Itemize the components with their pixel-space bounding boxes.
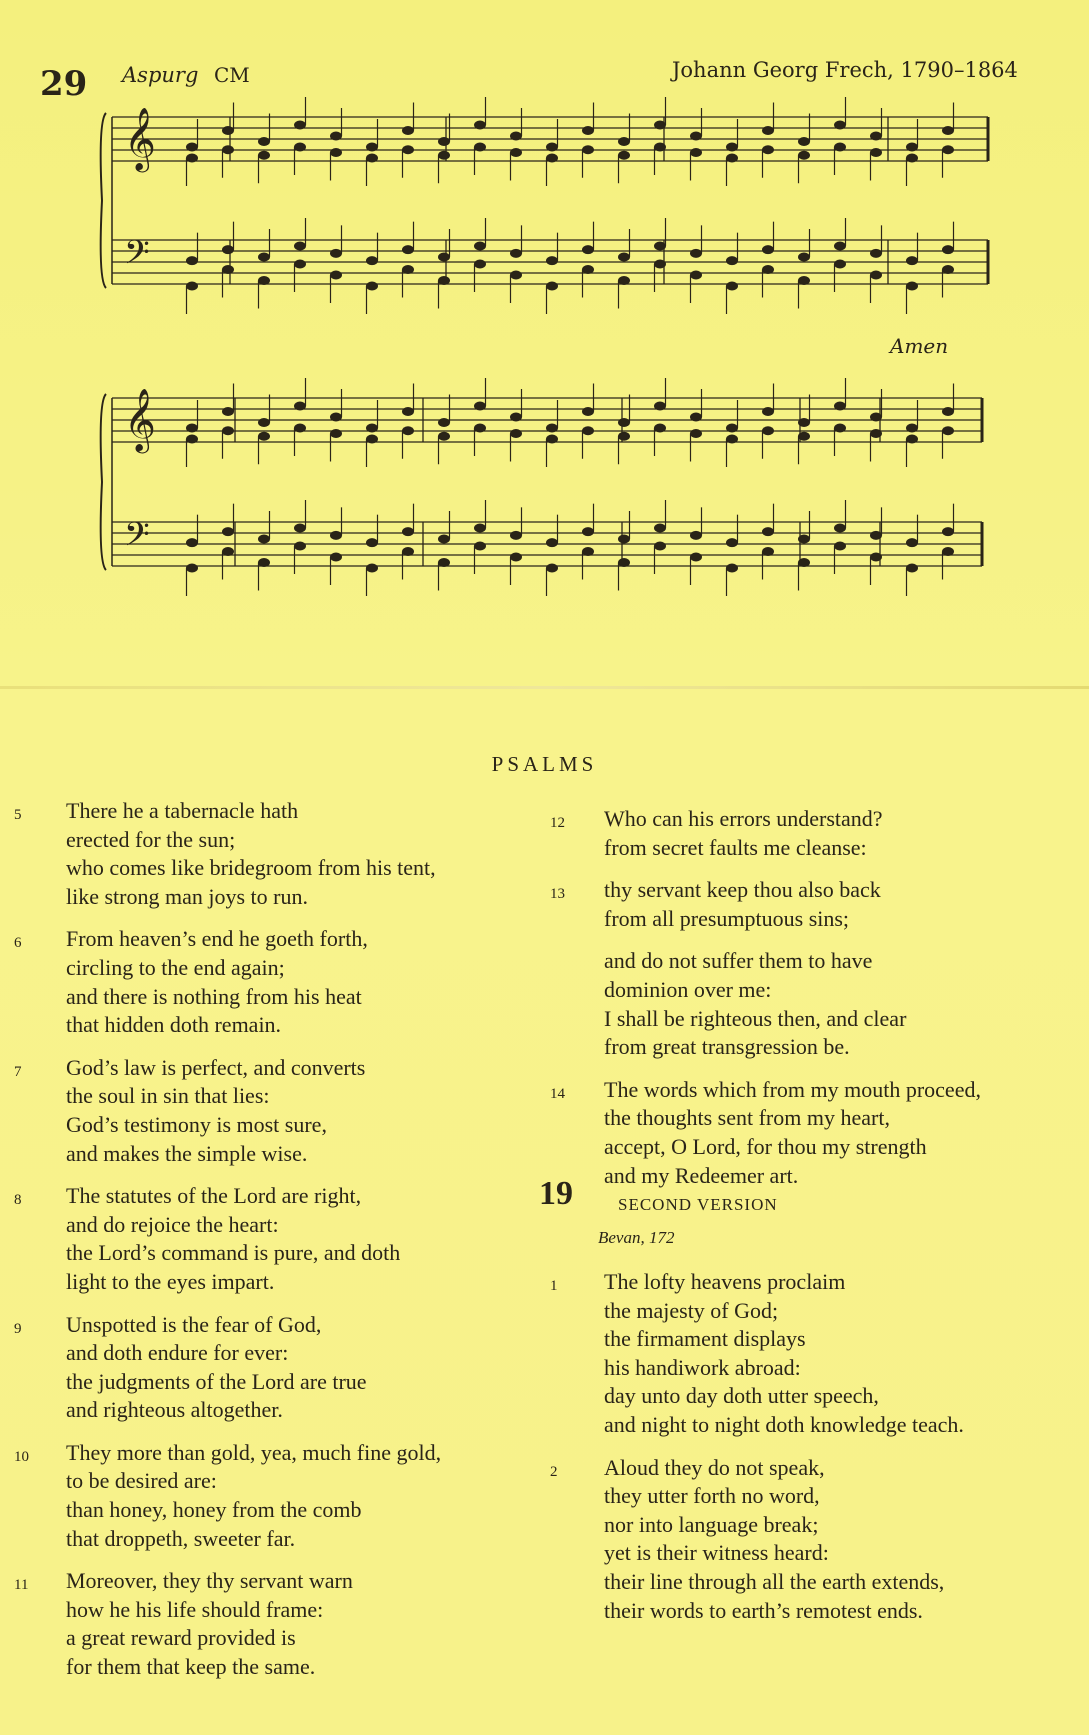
system1-treble-clef: 𝄞: [124, 107, 156, 170]
system1-note: [870, 249, 882, 258]
verse-line: from all presumptuous sins;: [604, 905, 850, 931]
system1-note: [690, 249, 702, 258]
right-column: [520, 805, 1089, 1204]
system2-note: [726, 435, 738, 444]
system2-note: [402, 527, 414, 536]
system2-treble-clef: 𝄞: [124, 388, 156, 451]
verse-text: [66, 1439, 520, 1553]
left-column: [0, 797, 520, 1696]
system1-note: [222, 126, 234, 135]
system2-note: [438, 418, 450, 427]
system1-note: [330, 271, 342, 280]
system1-note: [762, 245, 774, 254]
system1-note: [942, 145, 954, 154]
verse-line: The lofty heavens proclaim: [604, 1269, 846, 1294]
verse-line: that droppeth, sweeter far.: [66, 1525, 296, 1551]
system2-note: [438, 558, 450, 567]
system1-note: [582, 126, 594, 135]
system2-note: [834, 542, 846, 551]
verse-line: the majesty of God;: [604, 1297, 779, 1323]
verse-line: the Lord’s command is pure, and doth: [66, 1240, 401, 1266]
system2-note: [798, 418, 810, 427]
system2-note: [726, 538, 738, 547]
system1-note: [222, 145, 234, 154]
verse-line: Unspotted is the fear of God,: [66, 1311, 322, 1337]
verse-line: and do not suffer them to have: [604, 948, 873, 974]
system2-note: [798, 558, 810, 567]
system2-note: [258, 535, 270, 544]
verse-line: circling to the end again;: [66, 954, 285, 980]
verse-text: [66, 925, 520, 1039]
system2-note: [330, 429, 342, 438]
psalms-header: PSALMS: [491, 752, 598, 776]
system1-note: [294, 242, 306, 251]
verse-number: 8: [14, 1192, 22, 1209]
verse-line: the soul in sin that lies:: [66, 1083, 270, 1109]
system2-note: [942, 407, 954, 416]
system2-note: [186, 564, 198, 573]
system2-note: [186, 424, 198, 433]
verse-line: their line through all the earth extends,: [604, 1568, 945, 1594]
verse-line: erected for the sun;: [66, 826, 236, 852]
verse-line: Who can his errors understand?: [604, 806, 883, 831]
stanza: [520, 805, 1089, 862]
system1-note: [654, 121, 666, 130]
system1-note: [654, 260, 666, 269]
system2-note: [906, 435, 918, 444]
system1-note: [762, 145, 774, 154]
verse-number: 13: [550, 886, 565, 903]
meter: CM: [214, 63, 250, 87]
system2-note: [906, 538, 918, 547]
system1-note: [906, 143, 918, 152]
verse-text: [604, 1454, 1089, 1626]
verse-line: from great transgression be.: [604, 1034, 850, 1060]
system2-note: [222, 547, 234, 556]
psalm-number: 19: [539, 1175, 573, 1212]
system1-note: [654, 143, 666, 152]
verse-text: [604, 876, 1089, 933]
system1-note: [330, 249, 342, 258]
system2-note: [906, 564, 918, 573]
system2-note: [186, 538, 198, 547]
verse-line: a great reward provided is: [66, 1625, 296, 1651]
verse-text: [66, 1311, 520, 1425]
system2-note: [762, 527, 774, 536]
system1-note: [582, 145, 594, 154]
system2-note: [402, 426, 414, 435]
system1-note: [474, 242, 486, 251]
system1-note: [294, 260, 306, 269]
system2-note: [942, 426, 954, 435]
amen-label: Amen: [890, 334, 949, 358]
system2-note: [546, 564, 558, 573]
system1-note: [726, 256, 738, 265]
system1-bass-clef: 𝄢: [124, 234, 150, 280]
system1-note: [186, 154, 198, 163]
verse-line: accept, O Lord, for thou my strength: [604, 1133, 927, 1159]
system2-note: [510, 531, 522, 540]
verse-number: 5: [14, 807, 22, 823]
system2-note: [654, 524, 666, 533]
system2-note: [834, 424, 846, 433]
system1-note: [258, 137, 270, 146]
verse-line: God’s law is perfect, and converts: [66, 1054, 366, 1080]
verse-line: they utter forth no word,: [604, 1483, 820, 1509]
system2-note: [438, 432, 450, 441]
verse-line: The statutes of the Lord are right,: [66, 1183, 362, 1209]
hymn-number: 29: [40, 64, 88, 104]
verse-line: day unto day doth utter speech,: [604, 1383, 879, 1409]
verse-line: and doth endure for ever:: [66, 1340, 289, 1366]
verse-line: that hidden doth remain.: [66, 1012, 282, 1038]
system2-note: [690, 553, 702, 562]
system2-note: [294, 542, 306, 551]
stanza: [0, 925, 520, 1039]
stanza: [0, 1182, 520, 1296]
system1-note: [870, 271, 882, 280]
verse-number: 6: [14, 935, 22, 952]
system2-note: [546, 538, 558, 547]
system1-note: [474, 143, 486, 152]
system1-note: [258, 151, 270, 160]
verse-line: I shall be righteous then, and clear: [604, 1005, 907, 1031]
system1-note: [402, 245, 414, 254]
system2-note: [762, 547, 774, 556]
verse-text: [604, 1076, 1089, 1190]
verse-line: like strong man joys to run.: [66, 883, 308, 909]
verse-line: light to the eyes impart.: [66, 1268, 275, 1294]
system2-brace: [101, 394, 106, 570]
system2-note: [690, 531, 702, 540]
system1-note: [510, 132, 522, 141]
system1-note: [366, 143, 378, 152]
system2-note: [474, 524, 486, 533]
verse-number: 1: [550, 1278, 558, 1294]
verse-line: nor into language break;: [604, 1511, 819, 1537]
stanza: [0, 1054, 520, 1168]
stanza: [520, 1076, 1089, 1190]
system1-note: [582, 245, 594, 254]
verse-line: They more than gold, yea, much fine gold,: [66, 1439, 442, 1465]
psalm19-stanzas: [520, 1268, 1089, 1639]
verse-line: Moreover, they thy servant warn: [66, 1568, 353, 1594]
system1-note: [186, 143, 198, 152]
system2-note: [618, 418, 630, 427]
verse-line: From heaven’s end he goeth forth,: [66, 926, 368, 952]
system1-note: [186, 282, 198, 291]
system2-note: [546, 424, 558, 433]
system2-note: [438, 535, 450, 544]
system1-note: [798, 151, 810, 160]
system2-note: [474, 424, 486, 433]
system1-note: [366, 256, 378, 265]
system2-note: [186, 435, 198, 444]
verse-line: yet is their witness heard:: [604, 1540, 829, 1566]
system2-note: [942, 527, 954, 536]
system1-note: [870, 148, 882, 157]
composer: Johann Georg Frech, 1790–1864: [672, 58, 1018, 82]
system1-note: [366, 282, 378, 291]
verse-line: dominion over me:: [604, 976, 772, 1002]
system1-note: [618, 276, 630, 285]
verse-line: how he his life should frame:: [66, 1596, 324, 1622]
system1-note: [546, 256, 558, 265]
verse-line: and night to night doth knowledge teach.: [604, 1411, 964, 1437]
verse-line: thy servant keep thou also back: [604, 877, 881, 903]
system2-note: [582, 547, 594, 556]
system1-note: [690, 132, 702, 141]
system1-note: [690, 148, 702, 157]
system1-note: [798, 137, 810, 146]
system2-note: [510, 413, 522, 422]
verse-text: [66, 1567, 520, 1681]
verse-line: the judgments of the Lord are true: [66, 1368, 367, 1394]
psalm-version: SECOND VERSION: [618, 1195, 778, 1214]
system2-note: [474, 542, 486, 551]
system2-note: [870, 413, 882, 422]
system2-note: [834, 402, 846, 411]
system1-note: [942, 126, 954, 135]
psalm-source: Bevan, 172: [598, 1228, 675, 1247]
verse-line: than honey, honey from the comb: [66, 1497, 362, 1523]
system2-note: [294, 524, 306, 533]
music-score: [0, 0, 1089, 688]
system2-note: [222, 407, 234, 416]
system1-note: [762, 265, 774, 274]
verse-text: [66, 1182, 520, 1296]
system1-note: [186, 256, 198, 265]
system2-note: [294, 424, 306, 433]
system1-note: [402, 145, 414, 154]
verse-line: and there is nothing from his heat: [66, 983, 362, 1009]
verse-number: 14: [550, 1085, 565, 1102]
system2-note: [510, 553, 522, 562]
system1-note: [294, 121, 306, 130]
system2-note: [258, 418, 270, 427]
system1-note: [942, 265, 954, 274]
system1-note: [402, 126, 414, 135]
system1-note: [942, 245, 954, 254]
system1-note: [474, 121, 486, 130]
system1-note: [834, 260, 846, 269]
system1-note: [438, 137, 450, 146]
verse-line: Aloud they do not speak,: [604, 1454, 825, 1480]
verse-number: 9: [14, 1320, 22, 1337]
system2-note: [618, 535, 630, 544]
system2-note: [330, 531, 342, 540]
system2-note: [690, 429, 702, 438]
system1-note: [258, 276, 270, 285]
system1-note: [762, 126, 774, 135]
system2-note: [942, 547, 954, 556]
system2-note: [654, 424, 666, 433]
system1-note: [582, 265, 594, 274]
verse-text: [604, 805, 1089, 862]
system1-note: [870, 132, 882, 141]
system1-note: [798, 276, 810, 285]
system1-note: [618, 137, 630, 146]
verse-number: 11: [14, 1577, 29, 1594]
system2-note: [834, 524, 846, 533]
system1-note: [546, 282, 558, 291]
stanza: [520, 1454, 1089, 1626]
system2-note: [870, 531, 882, 540]
system2-note: [366, 424, 378, 433]
verse-line: the thoughts sent from my heart,: [604, 1105, 890, 1131]
verse-line: and righteous altogether.: [66, 1397, 283, 1423]
system2-note: [762, 407, 774, 416]
system2-note: [366, 564, 378, 573]
system1-note: [438, 253, 450, 262]
verse-line: to be desired are:: [66, 1468, 217, 1494]
system2-note: [222, 527, 234, 536]
system2-note: [294, 402, 306, 411]
system2-note: [654, 402, 666, 411]
system2-note: [330, 553, 342, 562]
verse-text: [604, 1268, 1089, 1440]
verse-line: who comes like bridegroom from his tent,: [66, 855, 436, 881]
system1-note: [834, 121, 846, 130]
system2-note: [366, 435, 378, 444]
system1-note: [222, 265, 234, 274]
system2-note: [798, 535, 810, 544]
system1-note: [906, 282, 918, 291]
tune-name: Aspurg: [122, 63, 199, 87]
system2-note: [582, 527, 594, 536]
system2-note: [474, 402, 486, 411]
system1-note: [366, 154, 378, 163]
system1-note: [726, 143, 738, 152]
verse-line: for them that keep the same.: [66, 1654, 316, 1680]
system1-note: [510, 271, 522, 280]
system2-note: [762, 426, 774, 435]
verse-line: and do rejoice the heart:: [66, 1211, 279, 1237]
system1-note: [798, 253, 810, 262]
system1-note: [726, 154, 738, 163]
verse-line: The words which from my mouth proceed,: [604, 1076, 981, 1102]
system1-brace: [101, 113, 106, 288]
system2-note: [366, 538, 378, 547]
stanza: [520, 1268, 1089, 1440]
system2-note: [222, 426, 234, 435]
system1-note: [618, 253, 630, 262]
system1-note: [690, 271, 702, 280]
verse-number: 7: [14, 1063, 22, 1080]
system2-note: [798, 432, 810, 441]
verse-line: his handiwork abroad:: [604, 1354, 801, 1380]
stanza: [0, 1311, 520, 1425]
system2-note: [618, 432, 630, 441]
system1-note: [726, 282, 738, 291]
system1-note: [258, 253, 270, 262]
system1-note: [618, 151, 630, 160]
verse-number: 2: [550, 1463, 558, 1480]
system2-note: [402, 547, 414, 556]
system2-note: [330, 413, 342, 422]
verse-line: their words to earth’s remotest ends.: [604, 1597, 923, 1623]
verse-line: There he a tabernacle hath: [66, 798, 299, 823]
verse-text: [604, 947, 1089, 1061]
system1-note: [834, 143, 846, 152]
verse-line: and makes the simple wise.: [66, 1140, 308, 1166]
verse-text: [66, 797, 520, 911]
verse-number: 12: [550, 815, 565, 831]
system2-note: [726, 564, 738, 573]
system1-note: [330, 148, 342, 157]
system2-note: [402, 407, 414, 416]
stanza: [0, 1567, 520, 1681]
system2-note: [258, 432, 270, 441]
system1-note: [330, 132, 342, 141]
stanza: [0, 1439, 520, 1553]
verse-line: God’s testimony is most sure,: [66, 1111, 327, 1137]
verse-text: [66, 1054, 520, 1168]
system1-note: [654, 242, 666, 251]
system1-note: [510, 249, 522, 258]
system2-note: [870, 553, 882, 562]
system1-note: [474, 260, 486, 269]
system2-note: [618, 558, 630, 567]
system2-note: [654, 542, 666, 551]
system1-note: [222, 245, 234, 254]
system1-note: [402, 265, 414, 274]
stanza: [520, 947, 1089, 1061]
verse-line: the firmament displays: [604, 1326, 806, 1352]
system1-note: [438, 151, 450, 160]
system2-note: [582, 407, 594, 416]
system2-note: [546, 435, 558, 444]
system2-note: [726, 424, 738, 433]
system2-note: [690, 413, 702, 422]
verse-number: 10: [14, 1448, 29, 1465]
system2-note: [906, 424, 918, 433]
stanza: [520, 876, 1089, 933]
system1-note: [834, 242, 846, 251]
system1-note: [510, 148, 522, 157]
system1-note: [906, 256, 918, 265]
verse-line: and my Redeemer art.: [604, 1162, 799, 1188]
system2-note: [870, 429, 882, 438]
system1-note: [906, 154, 918, 163]
verse-line: from secret faults me cleanse:: [604, 834, 867, 860]
system2-note: [510, 429, 522, 438]
system1-note: [438, 276, 450, 285]
system2-note: [258, 558, 270, 567]
system1-note: [546, 154, 558, 163]
system2-note: [582, 426, 594, 435]
stanza: [0, 797, 520, 911]
system2-bass-clef: 𝄢: [124, 516, 150, 562]
system1-note: [294, 143, 306, 152]
system1-note: [546, 143, 558, 152]
